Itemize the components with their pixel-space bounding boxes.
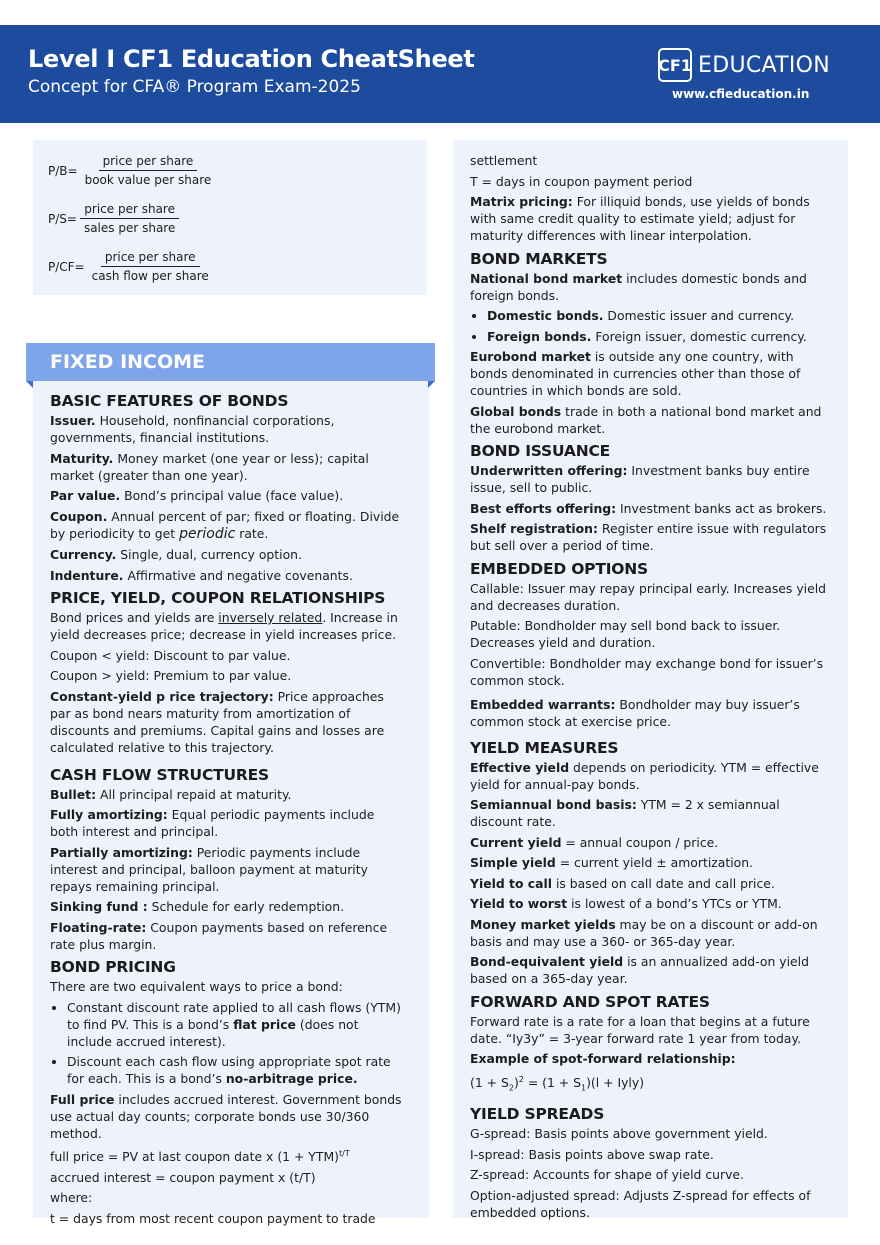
section-heading: BOND PRICING [50, 958, 176, 976]
paragraph: Z-spread: Accounts for shape of yield curve. [470, 1167, 744, 1183]
banner-fold-left [26, 381, 33, 388]
formula-lhs: P/S= [48, 211, 77, 226]
paragraph: Indenture. Affirmative and negative covenants. [50, 567, 353, 583]
paragraph: Money market yields may be on a discount or add-on basis and may use a 360- or 365-day year. [470, 916, 818, 949]
formula-denominator: sales per share [83, 221, 176, 235]
list-item: • Domestic bonds. Domestic issuer and currency. [487, 307, 830, 324]
formula-denominator: cash flow per share [91, 269, 209, 283]
paragraph: Example of spot-forward relationship: [470, 1051, 736, 1066]
fixed-income-banner: FIXED INCOME [26, 343, 435, 381]
section-heading: BOND MARKETS [470, 249, 608, 268]
paragraph: Shelf registration: Register entire issue with regulators but sell over a period of time. [470, 521, 827, 553]
formula-line: where: [50, 1190, 93, 1206]
pb-formula [48, 154, 215, 187]
list-item: • Constant discount rate applied to all cash flows (YTM) to find PV. This is a bond’s flat price (does not include accrued interest). [67, 999, 406, 1050]
formula-line: full price = PV at last coupon date x (1 + YTM)$^{t/T}$ [50, 1149, 350, 1165]
formula-numerator: price per share [80, 202, 179, 219]
paragraph: Par value. Bond’s principal value (face value). [50, 488, 344, 503]
formula-lhs: P/CF= [48, 259, 85, 274]
paragraph: Effective yield depends on periodicity. YTM = effective yield for annual-pay bonds. [470, 759, 819, 792]
paragraph: Current yield = annual coupon / price. [470, 834, 719, 850]
paragraph: Yield to worst is lowest of a bond’s YTCs or YTM. [470, 896, 782, 911]
paragraph: I-spread: Basis points above swap rate. [470, 1146, 714, 1162]
logo [658, 48, 830, 82]
paragraph: Coupon < yield: Discount to par value. [50, 647, 291, 663]
paragraph: Bullet: All principal repaid at maturity. [50, 786, 292, 802]
paragraph: Yield to call is based on call date and call price. [470, 875, 775, 891]
paragraph: Underwritten offering: Investment banks buy entire issue, sell to public. [470, 463, 810, 495]
logo-mark: CF1 [658, 48, 692, 82]
formula-denominator: book value per share [84, 173, 212, 187]
paragraph: Full price includes accrued interest. Government bonds use actual day counts; corporate bonds use 30/360 method. [50, 1091, 402, 1141]
paragraph: Maturity. Money market (one year or less); capital market (greater than one year). [50, 450, 369, 483]
paragraph: Coupon > yield: Premium to par value. [50, 668, 292, 683]
page-subtitle: Concept for CFA® Program Exam-2025 [28, 77, 361, 97]
paragraph: Callable: Issuer may repay principal early. Increases yield and decreases duration. [470, 580, 827, 613]
formula-line: $(1 + S_2)^2 = (1 + S_1)(l$ + Iyly) [470, 1074, 645, 1093]
formula-numerator: price per share [101, 250, 200, 267]
paragraph: National bond market includes domestic bonds and foreign bonds. [470, 270, 807, 303]
formula-lhs: P/B= [48, 163, 78, 178]
paragraph: Bond-equivalent yield is an annualized add-on yield based on a 365-day year. [470, 954, 809, 986]
paragraph: Putable: Bondholder may sell bond back to issuer. Decreases yield and duration. [470, 618, 781, 650]
section-heading: BOND ISSUANCE [470, 442, 611, 460]
formula-line: settlement [470, 153, 538, 168]
paragraph: Partially amortizing: Periodic payments include interest and principal, balloon payment at maturity repays remaining principal. [50, 844, 368, 894]
formula-line: t = days from most recent coupon payment to trade [50, 1210, 376, 1226]
paragraph: Fully amortizing: Equal periodic payments include both interest and principal. [50, 807, 375, 839]
paragraph: Floating-rate: Coupon payments based on reference rate plus margin. [50, 919, 388, 952]
ps-formula [48, 202, 179, 235]
formula-line: accrued interest = coupon payment x (t/T) [50, 1169, 316, 1185]
paragraph: Constant-yield p rice trajectory: Price approaches par as bond nears maturity from amortization of discounts and premiums. Capital gains and losses are calculated relative to this trajectory. [50, 688, 385, 755]
website-url: www.cfieducation.in [672, 87, 810, 101]
section-heading: EMBEDDED OPTIONS [470, 559, 648, 578]
formula-numerator: price per share [99, 154, 198, 171]
paragraph: G-spread: Basis points above government yield. [470, 1126, 768, 1142]
formula-line: T = days in coupon payment period [470, 173, 693, 189]
paragraph: Matrix pricing: For illiquid bonds, use yields of bonds with same credit quality to estimate yield; adjust for maturity differences with linear interpolation. [470, 194, 810, 243]
section-heading: BASIC FEATURES OF BONDS [50, 392, 289, 410]
banner-fold-right [428, 381, 435, 388]
paragraph: Forward rate is a rate for a loan that begins at a future date. “Iy3y” = 3-year forward rate 1 year from today. [470, 1013, 810, 1046]
list-item: • Foreign bonds. Foreign issuer, domestic currency. [487, 328, 830, 345]
header-bar [0, 25, 880, 123]
paragraph: Global bonds trade in both a national bond market and the eurobond market. [470, 403, 822, 436]
ratio-formula-box [33, 140, 427, 295]
paragraph: Best efforts offering: Investment banks act as brokers. [470, 500, 827, 516]
bullet-list [50, 999, 406, 1088]
paragraph: Option-adjusted spread: Adjusts Z-spread for effects of embedded options. [470, 1187, 811, 1220]
paragraph: Sinking fund : Schedule for early redemption. [50, 899, 345, 914]
paragraph: Currency. Single, dual, currency option. [50, 547, 302, 562]
section-heading: PRICE, YIELD, COUPON RELATIONSHIPS [50, 589, 386, 607]
section-heading: CASH FLOW STRUCTURES [50, 765, 269, 784]
list-item: • Discount each cash flow using appropriate spot rate for each. This is a bond’s no-arbitrage price. [67, 1053, 406, 1087]
paragraph: Simple yield = current yield ± amortization. [470, 855, 754, 870]
pcf-formula [48, 250, 213, 283]
paragraph: Convertible: Bondholder may exchange bond for issuer’s common stock. [470, 655, 824, 688]
paragraph: Coupon. Annual percent of par; fixed or floating. Divide by periodicity to get periodic rate. [50, 508, 400, 542]
paragraph: Eurobond market is outside any one country, with bonds denominated in currencies other than those of countries in which bonds are sold. [470, 349, 801, 398]
paragraph: Embedded warrants: Bondholder may buy issuer’s common stock at exercise price. [470, 696, 800, 729]
right-column [470, 152, 830, 1224]
left-column [50, 390, 406, 1230]
bullet-list [470, 307, 830, 345]
page-title: Level I CF1 Education CheatSheet [28, 45, 475, 73]
section-heading: YIELD MEASURES [470, 738, 619, 757]
paragraph: Semiannual bond basis: YTM = 2 x semiannual discount rate. [470, 797, 780, 829]
section-heading: YIELD SPREADS [470, 1105, 605, 1124]
logo-text: EDUCATION [698, 52, 831, 78]
section-heading: FORWARD AND SPOT RATES [470, 992, 710, 1011]
paragraph: Issuer. Household, nonfinancial corporations, governments, financial institutions. [50, 413, 335, 445]
paragraph: Bond prices and yields are inversely related. Increase in yield decreases price; decrease in yield increases price. [50, 610, 398, 642]
paragraph: There are two equivalent ways to price a bond: [50, 979, 343, 994]
